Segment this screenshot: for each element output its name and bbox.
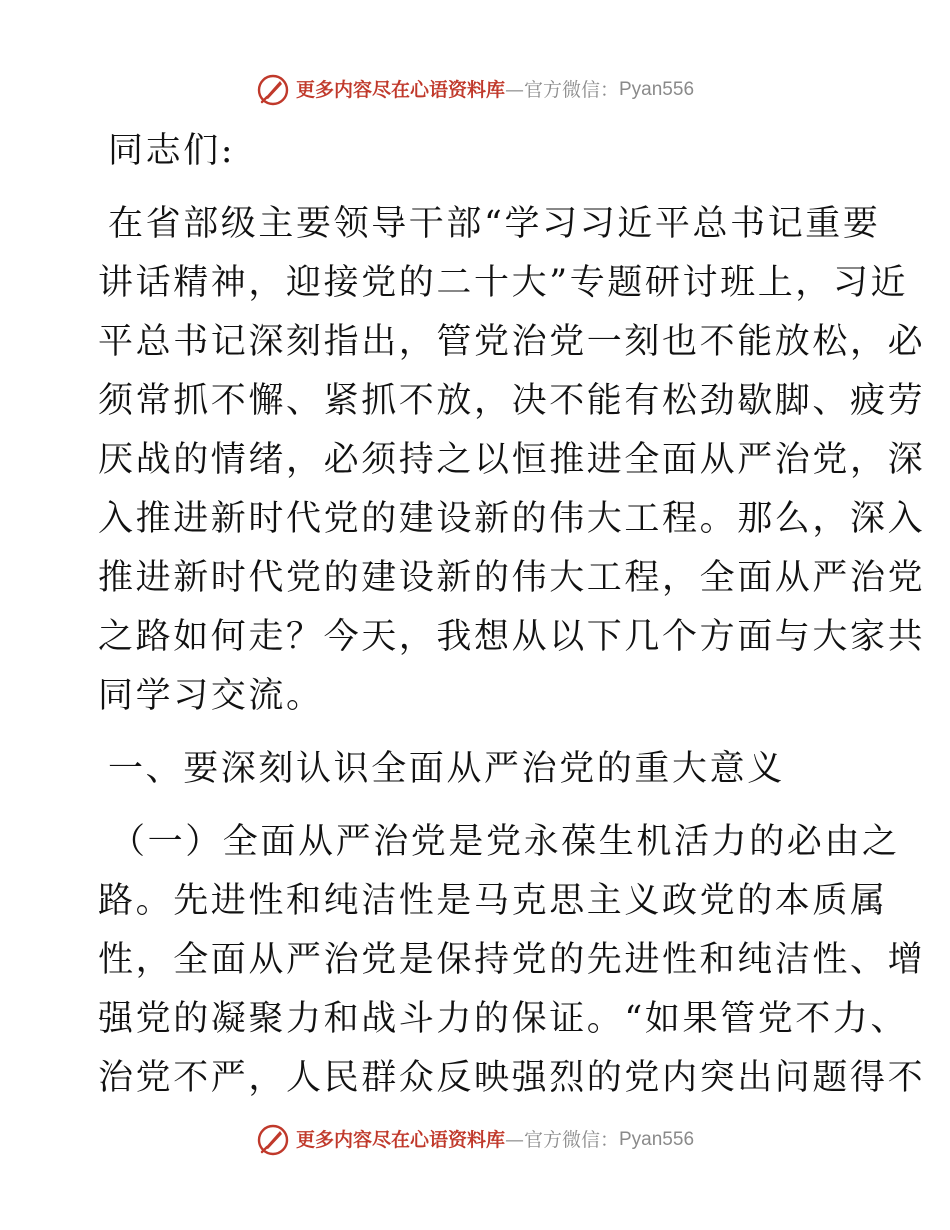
- paragraph-line: 同学习交流。: [98, 676, 324, 716]
- paragraph-line: 强党的凝聚力和战斗力的保证。“如果管党不力、: [98, 999, 909, 1039]
- watermark-wechat-id: Pyan556: [619, 1129, 695, 1150]
- section-heading: 一、要深刻认识全面从严治党的重大意义: [108, 749, 785, 789]
- watermark-separator: —: [504, 79, 524, 101]
- watermark-wechat-label: 官方微信：: [523, 1129, 619, 1151]
- watermark-wechat-id: Pyan556: [619, 79, 695, 100]
- paragraph-line: 在省部级主要领导干部“学习习近平总书记重要: [108, 204, 881, 244]
- paragraph-line: 路。先进性和纯洁性是马克思主义政党的本质属: [98, 881, 888, 921]
- watermark-main-text: 更多内容尽在心语资料库: [295, 79, 505, 101]
- feather-pen-logo-icon: [256, 1123, 290, 1157]
- paragraph-line: 讲话精神，迎接党的二十大”专题研讨班上，习近: [98, 263, 909, 303]
- paragraph-section-1: [98, 813, 926, 1108]
- paragraph-line: 入推进新时代党的建设新的伟大工程。那么，深入: [98, 499, 926, 539]
- feather-pen-logo-icon: [256, 73, 290, 107]
- paragraph-line: 治党不严，人民群众反映强烈的党内突出问题得不: [98, 1058, 926, 1098]
- paragraph-line: （一）全面从严治党是党永葆生机活力的必由之: [110, 822, 900, 862]
- paragraph-intro: [98, 195, 926, 726]
- paragraph-line: 性，全面从严治党是保持党的先进性和纯洁性、增: [98, 940, 926, 980]
- footer-watermark: [0, 1120, 950, 1160]
- watermark-separator: —: [504, 1129, 524, 1151]
- watermark-wechat-label: 官方微信：: [523, 79, 619, 101]
- document-body: [98, 122, 926, 1108]
- paragraph-line: 须常抓不懈、紧抓不放，决不能有松劲歇脚、疲劳: [98, 381, 926, 421]
- paragraph-line: 之路如何走？今天，我想从以下几个方面与大家共: [98, 617, 926, 657]
- paragraph-line: 厌战的情绪，必须持之以恒推进全面从严治党，深: [98, 440, 926, 480]
- paragraph-line: 推进新时代党的建设新的伟大工程，全面从严治党: [98, 558, 926, 598]
- watermark-main-text: 更多内容尽在心语资料库: [295, 1129, 505, 1151]
- header-watermark: [0, 70, 950, 110]
- greeting: 同志们:: [108, 131, 236, 171]
- paragraph-line: 平总书记深刻指出，管党治党一刻也不能放松，必: [98, 322, 926, 362]
